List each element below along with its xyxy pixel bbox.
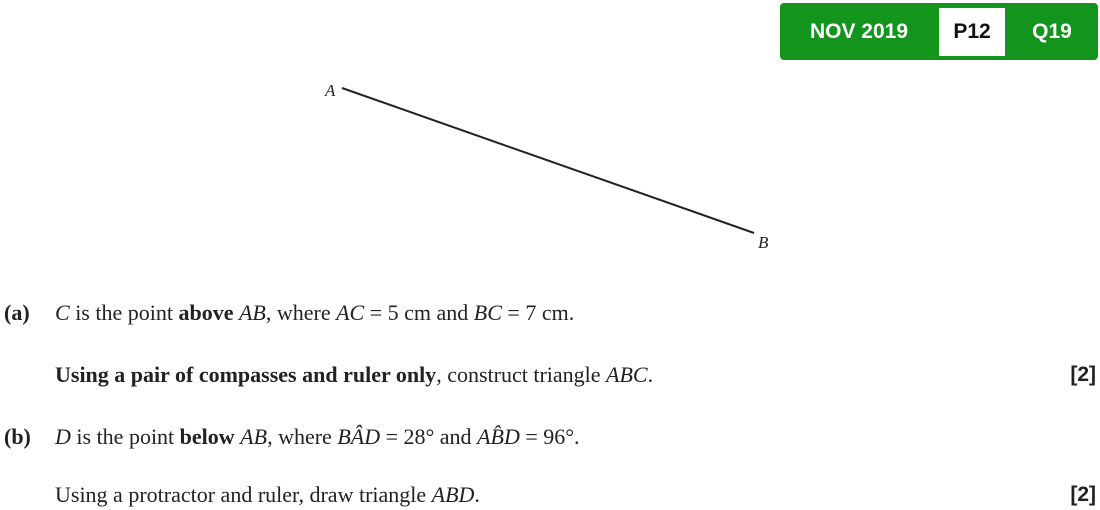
instruction-emphasis: Using a pair of compasses and ruler only xyxy=(55,362,437,387)
segment-ac: AC xyxy=(336,300,365,325)
part-b-instruction xyxy=(55,482,480,508)
text: , construct triangle xyxy=(436,362,607,387)
point-b-label: B xyxy=(758,233,769,252)
text: . xyxy=(647,362,654,387)
line-segment-ab xyxy=(342,88,754,233)
triangle-abc: ABC xyxy=(606,362,648,387)
part-a-label: (a) xyxy=(4,300,30,325)
segment-ab: AB xyxy=(240,424,268,449)
paper-number-label: P12 xyxy=(939,8,1005,56)
part-b-statement xyxy=(55,424,580,450)
emphasis-below: below xyxy=(179,424,235,449)
part-b-marks: [2] xyxy=(1070,483,1096,506)
part-a-marks: [2] xyxy=(1070,363,1096,386)
part-a-statement xyxy=(55,300,574,326)
part-b-label: (b) xyxy=(4,424,31,449)
text: = 96°. xyxy=(519,424,580,449)
text: = 28° and xyxy=(380,424,478,449)
triangle-abd: ABD xyxy=(431,482,475,507)
point-d: D xyxy=(55,424,71,449)
text: is the point xyxy=(70,424,180,449)
exam-date-label: NOV 2019 xyxy=(809,20,909,43)
angle-abd: AB̂D xyxy=(477,424,520,449)
point-c: C xyxy=(55,300,70,325)
question-number-label: Q19 xyxy=(1032,20,1072,43)
text: Using a protractor and ruler, draw triangle xyxy=(55,482,432,507)
text: = 7 cm. xyxy=(501,300,575,325)
text: = 5 cm and xyxy=(364,300,474,325)
segment-ab: AB xyxy=(238,300,266,325)
point-a-label: A xyxy=(325,81,336,100)
text: , where xyxy=(265,300,337,325)
text: is the point xyxy=(69,300,179,325)
segment-bc: BC xyxy=(473,300,502,325)
text: , where xyxy=(267,424,338,449)
part-a-instruction xyxy=(55,362,653,388)
text: . xyxy=(474,482,480,507)
emphasis-above: above xyxy=(178,300,234,325)
angle-bad: BÂD xyxy=(337,424,381,449)
